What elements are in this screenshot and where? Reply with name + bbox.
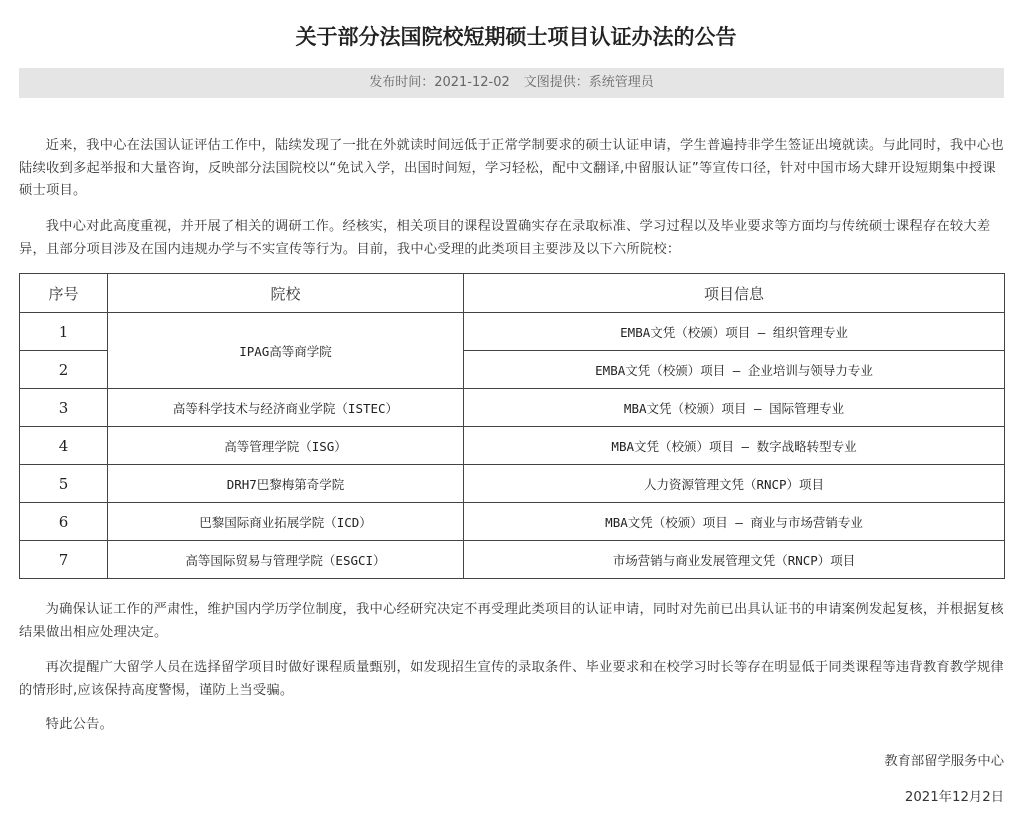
signature-date: 2021年12月2日: [904, 790, 1004, 805]
header-number: 序号: [20, 274, 108, 313]
row-number: 3: [20, 389, 108, 427]
program-info: EMBA文凭（校颁）项目 – 组织管理专业: [464, 313, 1005, 351]
school-name: 高等科学技术与经济商业学院（ISTEC）: [108, 389, 464, 427]
school-name: 巴黎国际商业拓展学院（ICD）: [108, 503, 464, 541]
row-number: 5: [20, 465, 108, 503]
paragraph-decision: 为确保认证工作的严肃性，维护国内学历学位制度，我中心经研究决定不再受理此类项目的认证申请，同时对先前已出具认证书的申请案例发起复核，并根据复核结果做出相应处理决定。: [19, 602, 1004, 640]
paragraph-intro: 近来，我中心在法国认证评估工作中，陆续发现了一批在外就读时间远低于正常学制要求的硕士认证申请，学生普遍持非学生签证出境就读。与此同时，我中心也陆续收到多起举报和大量咨询，反映部分法国院校以“免试入学，出国时间短，学习轻松，配中文翻译,中留服认证”等宣传口径，针对中国市场大肆开设短期集中授课硕士项目。: [19, 138, 1004, 198]
school-name: 高等管理学院（ISG）: [108, 427, 464, 465]
program-info: MBA文凭（校颁）项目 – 商业与市场营销专业: [464, 503, 1005, 541]
row-number: 1: [20, 313, 108, 351]
school-name: 高等国际贸易与管理学院（ESGCI）: [108, 541, 464, 579]
table-row: [20, 427, 1005, 465]
schools-table: [19, 273, 1005, 579]
paragraph-investigation: 我中心对此高度重视，并开展了相关的调研工作。经核实，相关项目的课程设置确实存在录取标准、学习过程以及毕业要求等方面均与传统硕士课程存在较大差异，且部分项目涉及在国内违规办学与不实宣传等行为。目前，我中心受理的此类项目主要涉及以下六所院校：: [19, 219, 991, 257]
publish-time: 发布时间：2021-12-02: [369, 75, 510, 90]
row-number: 7: [20, 541, 108, 579]
program-info: EMBA文凭（校颁）项目 – 企业培训与领导力专业: [464, 351, 1005, 389]
table-header-row: [20, 274, 1005, 313]
program-info: MBA文凭（校颁）项目 – 国际管理专业: [464, 389, 1005, 427]
paragraph-closing: 特此公告。: [45, 717, 114, 732]
row-number: 2: [20, 351, 108, 389]
program-info: MBA文凭（校颁）项目 – 数字战略转型专业: [464, 427, 1005, 465]
signature-organization: 教育部留学服务中心: [884, 754, 1004, 769]
school-name: DRH7巴黎梅第奇学院: [108, 465, 464, 503]
program-info: 人力资源管理文凭（RNCP）项目: [464, 465, 1005, 503]
paragraph-reminder: 再次提醒广大留学人员在选择留学项目时做好课程质量甄别，如发现招生宣传的录取条件、毕业要求和在校学习时长等存在明显低于同类课程等违背教育教学规律的情形时,应该保持高度警惕，谨防上当受骗。: [19, 660, 1004, 698]
table-row: [20, 465, 1005, 503]
image-provider: 文图提供：系统管理员: [523, 75, 654, 90]
page-title: 关于部分法国院校短期硕士项目认证办法的公告: [295, 25, 737, 50]
row-number: 4: [20, 427, 108, 465]
header-program: 项目信息: [464, 274, 1005, 313]
row-number: 6: [20, 503, 108, 541]
table-row: [20, 503, 1005, 541]
program-info: 市场营销与商业发展管理文凭（RNCP）项目: [464, 541, 1005, 579]
table-row: [20, 389, 1005, 427]
table-row: [20, 313, 1005, 351]
header-school: 院校: [108, 274, 464, 313]
school-name: IPAG高等商学院: [108, 313, 464, 389]
table-row: [20, 541, 1005, 579]
article-meta-bar: [19, 68, 1004, 98]
